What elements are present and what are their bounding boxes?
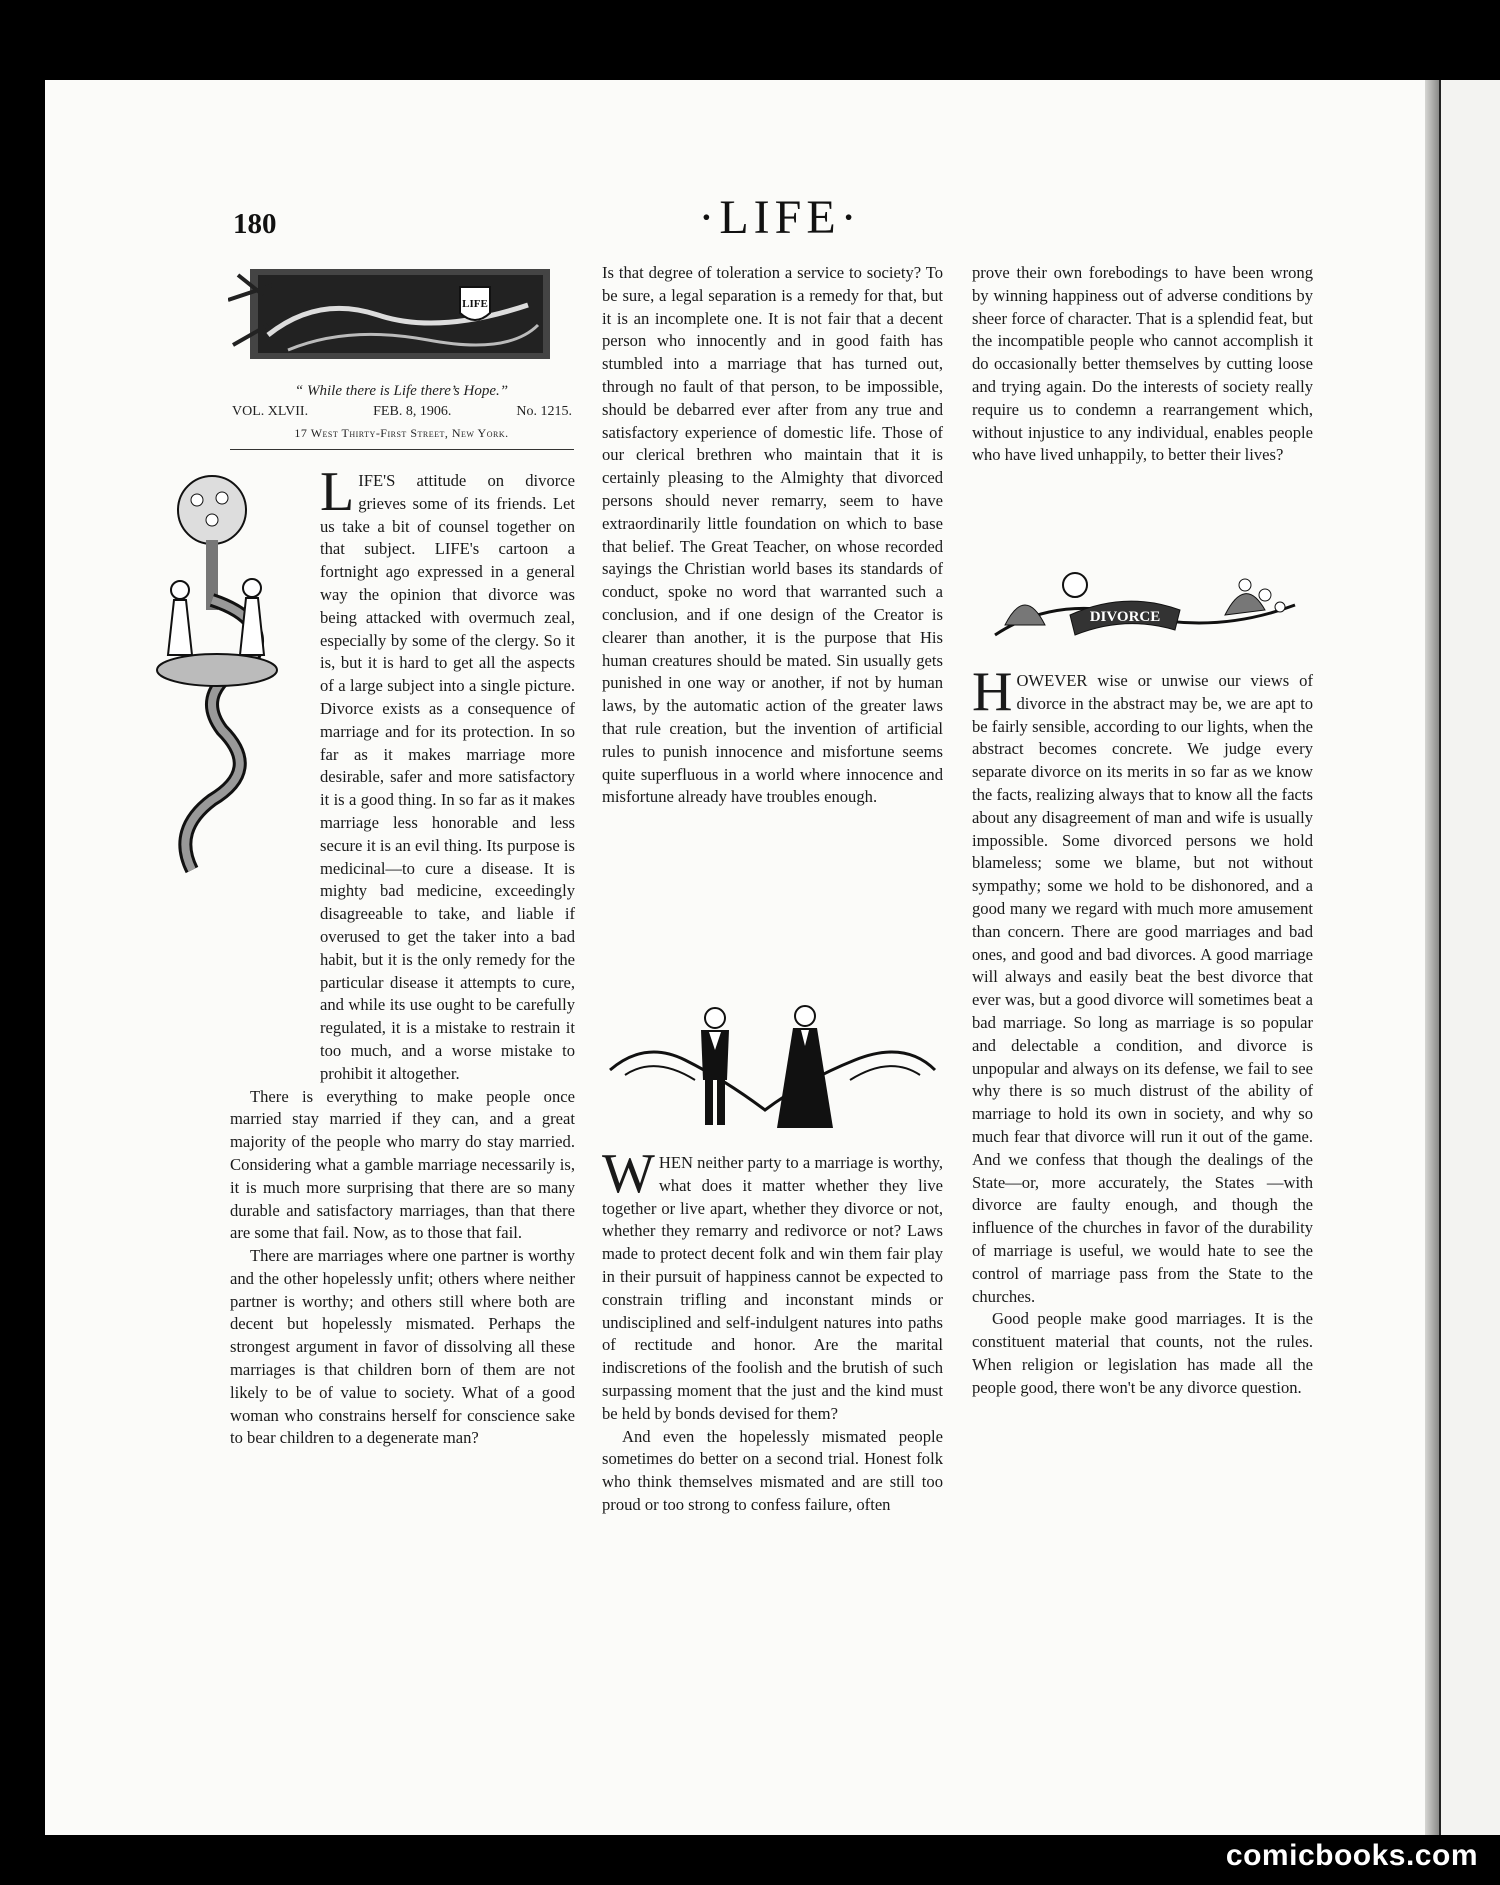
article-column-3-lower [972, 661, 1313, 1400]
site-watermark: comicbooks.com [1225, 1839, 1478, 1872]
publisher-address: 17 West Thirty-First Street, New York. [294, 426, 509, 440]
masthead-rule [230, 449, 574, 450]
facing-page-edge [1439, 80, 1500, 1835]
issue-date: FEB. 8, 1906. [373, 404, 452, 419]
page-number: 180 [233, 208, 277, 240]
article-column-2 [602, 262, 943, 809]
opening-caps: IFE'S [358, 471, 396, 490]
article-column-1 [230, 461, 575, 1450]
article-column-2-lower [602, 1143, 943, 1517]
volume-line [232, 404, 572, 420]
paragraph-text: wise or unwise our views of divorce in the abstract may be, we are apt to be fairly sensible, according to our lights, when the abstract becomes concrete. We judge every separate divorce on its merits in so far as we know the facts, realizing always that to know all the facts about any disagreement of man and wife is usually impossible. Some divorced persons we hold blameless; some we blame, but not without sympathy; some we hold to be dishonored, and a good many we regard with much more amusement than concern. There are good marriages and bad ones, and good and bad divorces. A good marriage will always and easily beat the best divorce that ever was, but a good divorce will sometimes beat a bad marriage. So long as marriage is so popular and delectable a condition, and divorce is unpopular and always on its defense, we fail to see why there is so much distrust of the ability of marriage to hold its own in society, and why so much fear that divorce will run it out of the game. And we confess that though the dealings of the State—or, more accurately, the States —with divorce are faulty enough, and though the influence of the churches in favor of the durability of marriage is useful, we would hate to see the control of marriage pass from the State to the churches. [972, 671, 1313, 1306]
column-3-paragraph-3: Good people make good marriages. It is the constituent material that counts, not the rules. When religion or legislation has made all the people good, there won't be any divorce question. [972, 1309, 1313, 1397]
article-column-3 [972, 262, 1313, 467]
paragraph-text: attitude on divorce grieves some of its friends. Let us take a bit of counsel together on that subject. LIFE's cartoon a fortnight ago expressed in a general way the opinion that divorce was being attacked with overmuch zeal, especially by some of the clergy. So it is, but it is hard to get all the aspects of a large subject into a single picture. Divorce exists as a consequence of marriage and for its protection. In so far as it makes marriage more desirable, safer and more satisfactory it is a good thing. In so far as it makes marriage less honorable and less secure it is an evil thing. Its purpose is medicinal—to cure a disease. It is mighty bad medicine, exceedingly disagreeable to take, and liable if overused to get the taker into a bad habit, but it is the only remedy for the particular disease it attempts to cure, and while its use ought to be carefully regulated, it is a mistake to restrain it too much, and a worse mistake to prohibit it altogether. [320, 471, 575, 1083]
page-spine [1425, 80, 1439, 1835]
couple-illustration [605, 1000, 940, 1135]
column-2-paragraph-3: And even the hopelessly mismated people sometimes do better on a second trial. Honest folk who think themselves mismated and are still too proud or too strong to confess failure, often [602, 1426, 943, 1514]
column-3-paragraph-2 [972, 661, 1313, 1308]
dropcap-h: H [972, 661, 1013, 723]
column-1-paragraph-2: There is everything to make people once married stay married if they can, and a great majority of the people who marry do stay married. Considering what a gamble marriage necessarily is, it is much more surprising that there are so many durable and satisfactory marriages, than that there are some that fail. Now, as to those that fail. [230, 1086, 575, 1243]
divorce-floral-vignette [975, 555, 1305, 660]
dropcap-l: L [320, 461, 355, 523]
masthead-title: ·LIFE· [698, 191, 862, 244]
paragraph-text: neither party to a marriage is worthy, what does it matter whether they live together or live apart, whether they divorce or not, whether they remarry and redivorce or not? Laws made to protect decent folk and win them fair play in their pursuit of happiness cannot be expected to constrain trifling and inconstant minds or undisciplined and self-indulgent natures into paths of rectitude and honor. Are the marital indiscretions of the foolish and the brutish of such surpassing moment that the just and the kind must be held by bonds devised for them? [602, 1153, 943, 1423]
masthead-motto: “ While there is Life there’s Hope.” [294, 383, 509, 399]
svg-text:LIFE: LIFE [462, 298, 488, 310]
issue-number: No. 1215. [516, 404, 572, 419]
opening-caps: HEN [658, 1153, 693, 1172]
column-2-paragraph-2 [602, 1143, 943, 1426]
column-3-paragraph-1: prove their own forebodings to have been wrong by winning happiness out of adverse conditions by sheer force of character. That is a splendid feat, but the incompatible people who cannot accomplish it do occasionally better themselves by cutting loose and trying again. Do the interests of society really require us to condemn a rearrangement which, without injustice to any individual, enables people who have lived unhappily, to better their lives? [972, 263, 1313, 465]
volume-number: VOL. XLVII. [232, 404, 309, 419]
svg-text:DIVORCE: DIVORCE [1089, 609, 1161, 625]
column-2-paragraph-1: Is that degree of toleration a service to society? To be sure, a legal separation is a remedy for that, but it is an incomplete one. It is not fair that a decent person who innocently and in good faith has stumbled into a marriage that has turned out, through no fault of that person, to be impossible, should be debarred ever after from any true and satisfactory experience of domestic life. Those of our clerical brethren who maintain that it is certainly pleasing to the Almighty that divorced persons should never remarry, seem to have extraordinarily little foundation on which to base that belief. The Great Teacher, on whose recorded sayings the Christian world bases its standards of conduct, spoke no word that warranted such a conclusion, and if one design of the Creator is clearer than another, it is the purpose that His human creatures should be mated. Sin usually gets punished in one way or another, if not by human laws, by the automatic action of the greater laws that rule creation, but the invention of artificial rules to punish innocence and misfortune seems quite superfluous in a world where innocence and misfortune already have troubles enough. [602, 263, 943, 807]
column-1-paragraph-1 [320, 461, 575, 1086]
dropcap-w: W [602, 1143, 655, 1205]
masthead-banner-illustration [228, 265, 571, 370]
column-1-paragraph-3: There are marriages where one partner is worthy and the other hopelessly unfit; others where neither partner is worthy; and others still where both are decent but hopelessly mismated. Perhaps the strongest argument in favor of dissolving all these marriages is that children born of them are not likely to be of value to society. What of a good woman who constrains herself for conscience sake to bear children to a degenerate man? [230, 1246, 575, 1448]
opening-caps: OWEVER [1016, 671, 1088, 690]
